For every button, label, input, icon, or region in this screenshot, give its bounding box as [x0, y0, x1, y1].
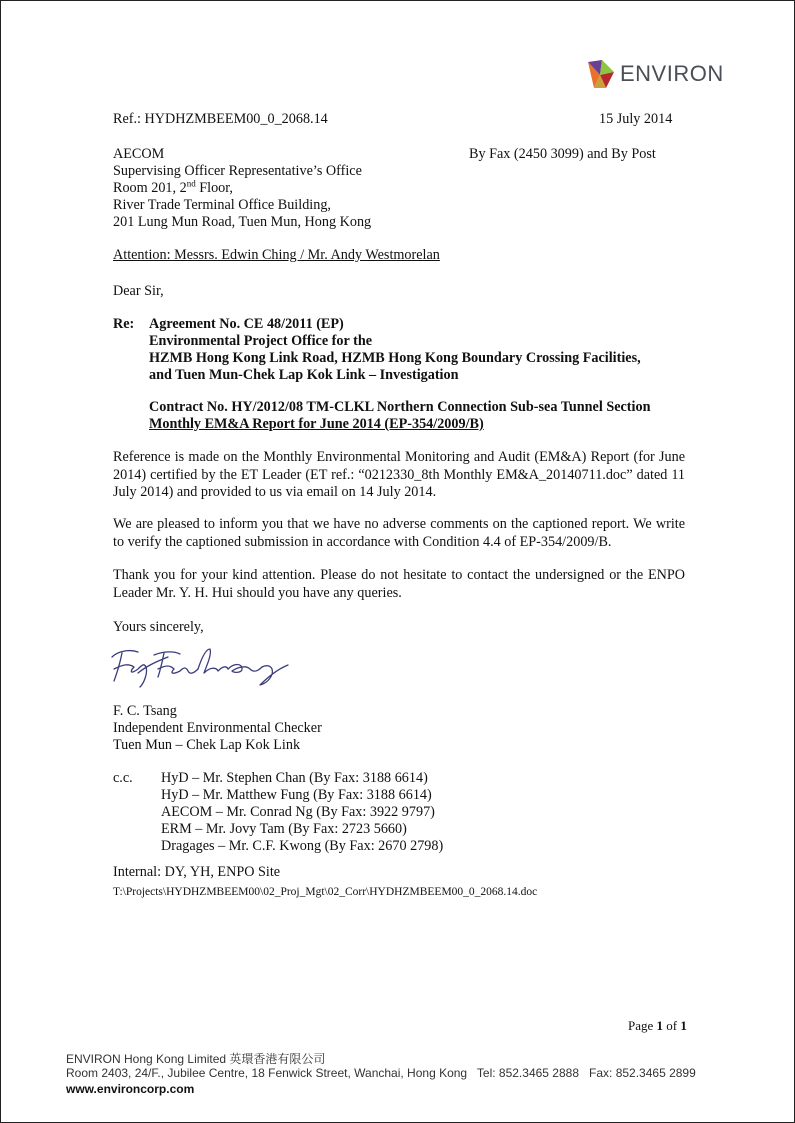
reference-number: Ref.: HYDHZMBEEM00_0_2068.14: [113, 111, 328, 127]
signatory-block: [113, 703, 322, 754]
cc-entry: HyD – Mr. Matthew Fung (By Fax: 3188 6614): [161, 787, 432, 803]
re-subject: [149, 316, 641, 384]
handwritten-signature: [108, 643, 298, 691]
footer-website[interactable]: www.environcorp.com: [66, 1082, 195, 1096]
cc-entry: HyD – Mr. Stephen Chan (By Fax: 3188 6614): [161, 770, 428, 786]
cc-entry: AECOM – Mr. Conrad Ng (By Fax: 3922 9797): [161, 804, 435, 820]
re-line-4: and Tuen Mun-Chek Lap Kok Link – Investigation: [149, 367, 459, 383]
address-line-4: River Trade Terminal Office Building,: [113, 197, 331, 213]
cc-entry: ERM – Mr. Jovy Tam (By Fax: 2723 5660): [161, 821, 407, 837]
footer-fax: Fax: 852.3465 2899: [589, 1066, 696, 1080]
file-path: T:\Projects\HYDHZMBEEM00\02_Proj_Mgt\02_Corr\HYDHZMBEEM00_0_2068.14.doc: [113, 886, 538, 898]
body-paragraph-3: Thank you for your kind attention. Please do not hesitate to contact the undersigned or the ENPO Leader Mr. Y. H. Hui should you have any queries.: [113, 567, 685, 601]
contract-line: Contract No. HY/2012/08 TM-CLKL Northern Connection Sub-sea Tunnel Section: [149, 399, 651, 415]
body-paragraph-2: We are pleased to inform you that we have no adverse comments on the captioned report. We write to verify the captioned submission in accordance with Condition 4.4 of EP-354/2009/B.: [113, 516, 685, 550]
address-line-1: AECOM: [113, 146, 165, 162]
cc-label: c.c.: [113, 770, 133, 786]
footer-company: ENVIRON Hong Kong Limited 英環香港有限公司: [66, 1052, 326, 1066]
address-line-2: Supervising Officer Representative’s Office: [113, 163, 362, 179]
re-line-1: Agreement No. CE 48/2011 (EP): [149, 316, 344, 332]
environ-logo-icon: [584, 58, 616, 92]
signatory-title: Independent Environmental Checker: [113, 720, 322, 736]
contract-block: [149, 399, 650, 433]
address-line-5: 201 Lung Mun Road, Tuen Mun, Hong Kong: [113, 214, 372, 230]
address-line-3: Room 201, 2nd Floor,: [113, 178, 233, 196]
cc-entry: Dragages – Mr. C.F. Kwong (By Fax: 2670 2798): [161, 838, 444, 854]
signatory-name: F. C. Tsang: [113, 703, 177, 719]
footer-address: Room 2403, 24/F., Jubilee Centre, 18 Fenwick Street, Wanchai, Hong Kong: [66, 1066, 468, 1080]
body-paragraph-1: Reference is made on the Monthly Environmental Monitoring and Audit (EM&A) Report (for June 2014) certified by the ET Leader (ET ref.: “0212330_8th Monthly EM&A_20140711.doc” dated 11 July 2014) and provided to us via email on 14 July 2014.: [113, 449, 685, 500]
logo-text: ENVIRON: [620, 61, 724, 86]
re-line-2: Environmental Project Office for the: [149, 333, 373, 349]
signatory-project: Tuen Mun – Chek Lap Kok Link: [113, 737, 301, 753]
closing: Yours sincerely,: [113, 619, 204, 635]
attention-line: Attention: Messrs. Edwin Ching / Mr. Andy Westmorelan: [113, 247, 440, 263]
page-number: Page 1 of 1: [628, 1018, 687, 1033]
delivery-method: By Fax (2450 3099) and By Post: [469, 146, 656, 162]
cc-list: [161, 770, 443, 855]
salutation: Dear Sir,: [113, 283, 164, 299]
internal-distribution: Internal: DY, YH, ENPO Site: [113, 864, 281, 880]
environ-logo: [584, 58, 734, 92]
footer-address-line: [66, 1066, 696, 1080]
recipient-address: [113, 146, 371, 231]
report-title: Monthly EM&A Report for June 2014 (EP-354/2009/B): [149, 416, 484, 432]
re-label: Re:: [113, 316, 135, 332]
letter-date: 15 July 2014: [599, 111, 673, 127]
footer-tel: Tel: 852.3465 2888: [476, 1066, 579, 1080]
re-line-3: HZMB Hong Kong Link Road, HZMB Hong Kong Boundary Crossing Facilities,: [149, 350, 641, 366]
